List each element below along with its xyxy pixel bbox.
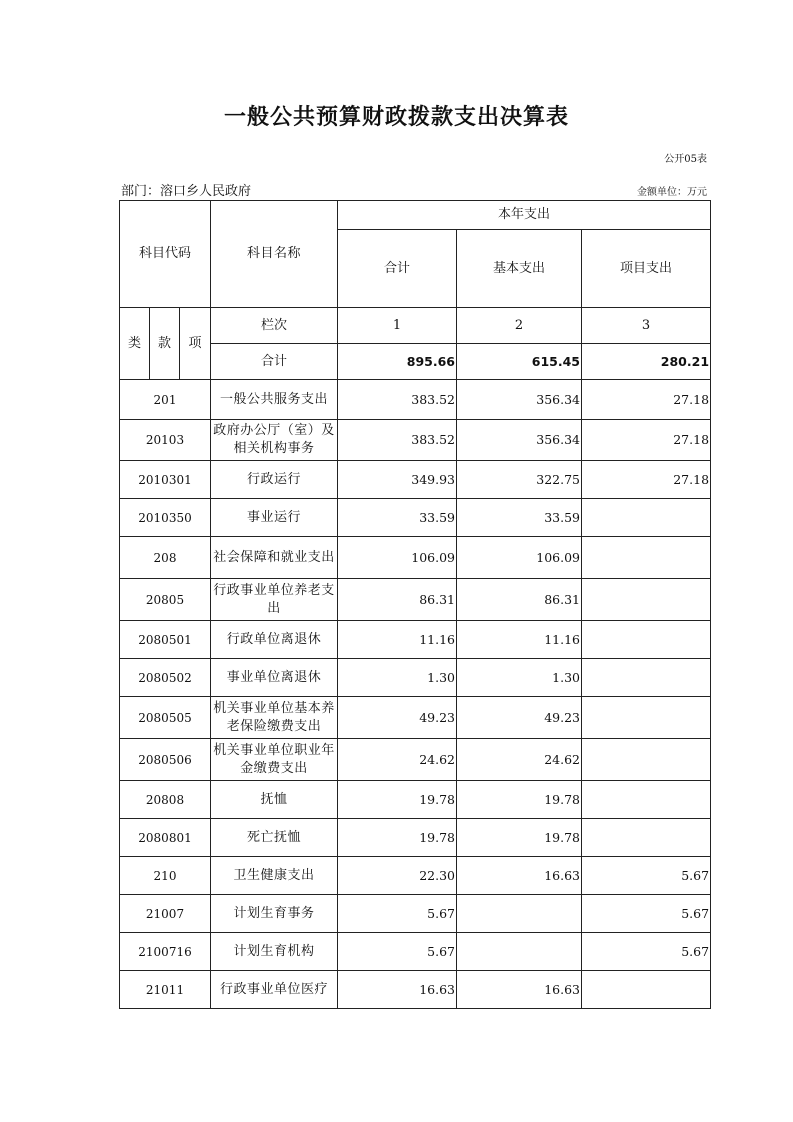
project-amount xyxy=(582,697,711,739)
subject-name: 机关事业单位职业年金缴费支出 xyxy=(211,739,338,781)
subject-name: 计划生育事务 xyxy=(211,895,338,933)
column-number-3: 3 xyxy=(582,308,711,344)
basic-amount xyxy=(457,895,582,933)
header-total: 合计 xyxy=(338,230,457,308)
subject-name: 事业单位离退休 xyxy=(211,659,338,697)
subject-code: 20103 xyxy=(120,420,211,461)
basic-amount: 356.34 xyxy=(457,420,582,461)
subject-code: 2010350 xyxy=(120,499,211,537)
table-row xyxy=(120,659,711,697)
basic-amount: 49.23 xyxy=(457,697,582,739)
basic-amount: 24.62 xyxy=(457,739,582,781)
table-row xyxy=(120,933,711,971)
basic-amount: 11.16 xyxy=(457,621,582,659)
table-row xyxy=(120,499,711,537)
total-amount: 349.93 xyxy=(338,461,457,499)
column-label: 栏次 xyxy=(211,308,338,344)
table-row xyxy=(120,621,711,659)
subject-name: 卫生健康支出 xyxy=(211,857,338,895)
subject-code: 201 xyxy=(120,380,211,420)
basic-amount: 19.78 xyxy=(457,819,582,857)
subject-name: 行政事业单位养老支出 xyxy=(211,579,338,621)
grand-total-project: 280.21 xyxy=(582,344,711,380)
subject-name: 社会保障和就业支出 xyxy=(211,537,338,579)
table-row xyxy=(120,579,711,621)
basic-amount: 16.63 xyxy=(457,857,582,895)
table-row xyxy=(120,461,711,499)
project-amount xyxy=(582,819,711,857)
subject-name: 抚恤 xyxy=(211,781,338,819)
header-xiang: 项 xyxy=(180,308,211,380)
column-number-2: 2 xyxy=(457,308,582,344)
subject-name: 行政事业单位医疗 xyxy=(211,971,338,1009)
project-amount xyxy=(582,659,711,697)
expenditure-table xyxy=(119,200,711,1009)
project-amount: 27.18 xyxy=(582,420,711,461)
basic-amount: 16.63 xyxy=(457,971,582,1009)
total-amount: 33.59 xyxy=(338,499,457,537)
basic-amount: 106.09 xyxy=(457,537,582,579)
table-row xyxy=(120,697,711,739)
project-amount xyxy=(582,971,711,1009)
table-row xyxy=(120,420,711,461)
grand-total-amount: 895.66 xyxy=(338,344,457,380)
subject-name: 政府办公厅（室）及相关机构事务 xyxy=(211,420,338,461)
total-amount: 106.09 xyxy=(338,537,457,579)
project-amount: 27.18 xyxy=(582,461,711,499)
header-basic: 基本支出 xyxy=(457,230,582,308)
table-row xyxy=(120,819,711,857)
column-number-1: 1 xyxy=(338,308,457,344)
total-amount: 5.67 xyxy=(338,933,457,971)
project-amount xyxy=(582,579,711,621)
subject-name: 事业运行 xyxy=(211,499,338,537)
basic-amount xyxy=(457,933,582,971)
project-amount: 5.67 xyxy=(582,857,711,895)
total-amount: 16.63 xyxy=(338,971,457,1009)
subject-name: 计划生育机构 xyxy=(211,933,338,971)
project-amount: 5.67 xyxy=(582,895,711,933)
project-amount: 27.18 xyxy=(582,380,711,420)
table-row xyxy=(120,971,711,1009)
total-amount: 19.78 xyxy=(338,819,457,857)
subject-name: 死亡抚恤 xyxy=(211,819,338,857)
subject-code: 2100716 xyxy=(120,933,211,971)
header-row-1 xyxy=(120,201,711,230)
total-amount: 383.52 xyxy=(338,420,457,461)
header-name: 科目名称 xyxy=(211,201,338,308)
subject-code: 20805 xyxy=(120,579,211,621)
table-row xyxy=(120,537,711,579)
subject-code: 20808 xyxy=(120,781,211,819)
subject-name: 一般公共服务支出 xyxy=(211,380,338,420)
subject-code: 21007 xyxy=(120,895,211,933)
subject-name: 行政运行 xyxy=(211,461,338,499)
subject-code: 2080506 xyxy=(120,739,211,781)
page-title: 一般公共预算财政拨款支出决算表 xyxy=(223,104,569,130)
header-current-year: 本年支出 xyxy=(338,201,711,230)
header-kuan: 款 xyxy=(150,308,180,380)
subject-code: 210 xyxy=(120,857,211,895)
header-code: 科目代码 xyxy=(120,201,211,308)
total-amount: 383.52 xyxy=(338,380,457,420)
header-lei: 类 xyxy=(120,308,150,380)
total-amount: 5.67 xyxy=(338,895,457,933)
basic-amount: 322.75 xyxy=(457,461,582,499)
total-amount: 11.16 xyxy=(338,621,457,659)
project-amount xyxy=(582,781,711,819)
total-amount: 49.23 xyxy=(338,697,457,739)
header-project: 项目支出 xyxy=(582,230,711,308)
table-row xyxy=(120,895,711,933)
basic-amount: 356.34 xyxy=(457,380,582,420)
basic-amount: 86.31 xyxy=(457,579,582,621)
project-amount xyxy=(582,537,711,579)
subject-name: 机关事业单位基本养老保险缴费支出 xyxy=(211,697,338,739)
subject-code: 2080501 xyxy=(120,621,211,659)
column-number-row xyxy=(120,308,711,344)
table-row xyxy=(120,380,711,420)
subject-code: 2080502 xyxy=(120,659,211,697)
total-amount: 24.62 xyxy=(338,739,457,781)
total-amount: 1.30 xyxy=(338,659,457,697)
total-amount: 86.31 xyxy=(338,579,457,621)
basic-amount: 1.30 xyxy=(457,659,582,697)
total-amount: 22.30 xyxy=(338,857,457,895)
table-row xyxy=(120,781,711,819)
project-amount xyxy=(582,739,711,781)
basic-amount: 19.78 xyxy=(457,781,582,819)
subject-code: 2010301 xyxy=(120,461,211,499)
subject-name: 行政单位离退休 xyxy=(211,621,338,659)
subject-code: 2080505 xyxy=(120,697,211,739)
project-amount xyxy=(582,621,711,659)
project-amount xyxy=(582,499,711,537)
basic-amount: 33.59 xyxy=(457,499,582,537)
total-amount: 19.78 xyxy=(338,781,457,819)
project-amount: 5.67 xyxy=(582,933,711,971)
grand-total-basic: 615.45 xyxy=(457,344,582,380)
grand-total-label: 合计 xyxy=(211,344,338,380)
subject-code: 2080801 xyxy=(120,819,211,857)
department-label: 部门：溶口乡人民政府 xyxy=(121,184,252,199)
table-row xyxy=(120,739,711,781)
table-row xyxy=(120,857,711,895)
amount-unit-label: 金额单位：万元 xyxy=(637,187,707,198)
subject-code: 208 xyxy=(120,537,211,579)
subject-code: 21011 xyxy=(120,971,211,1009)
form-number: 公开05表 xyxy=(664,154,707,165)
